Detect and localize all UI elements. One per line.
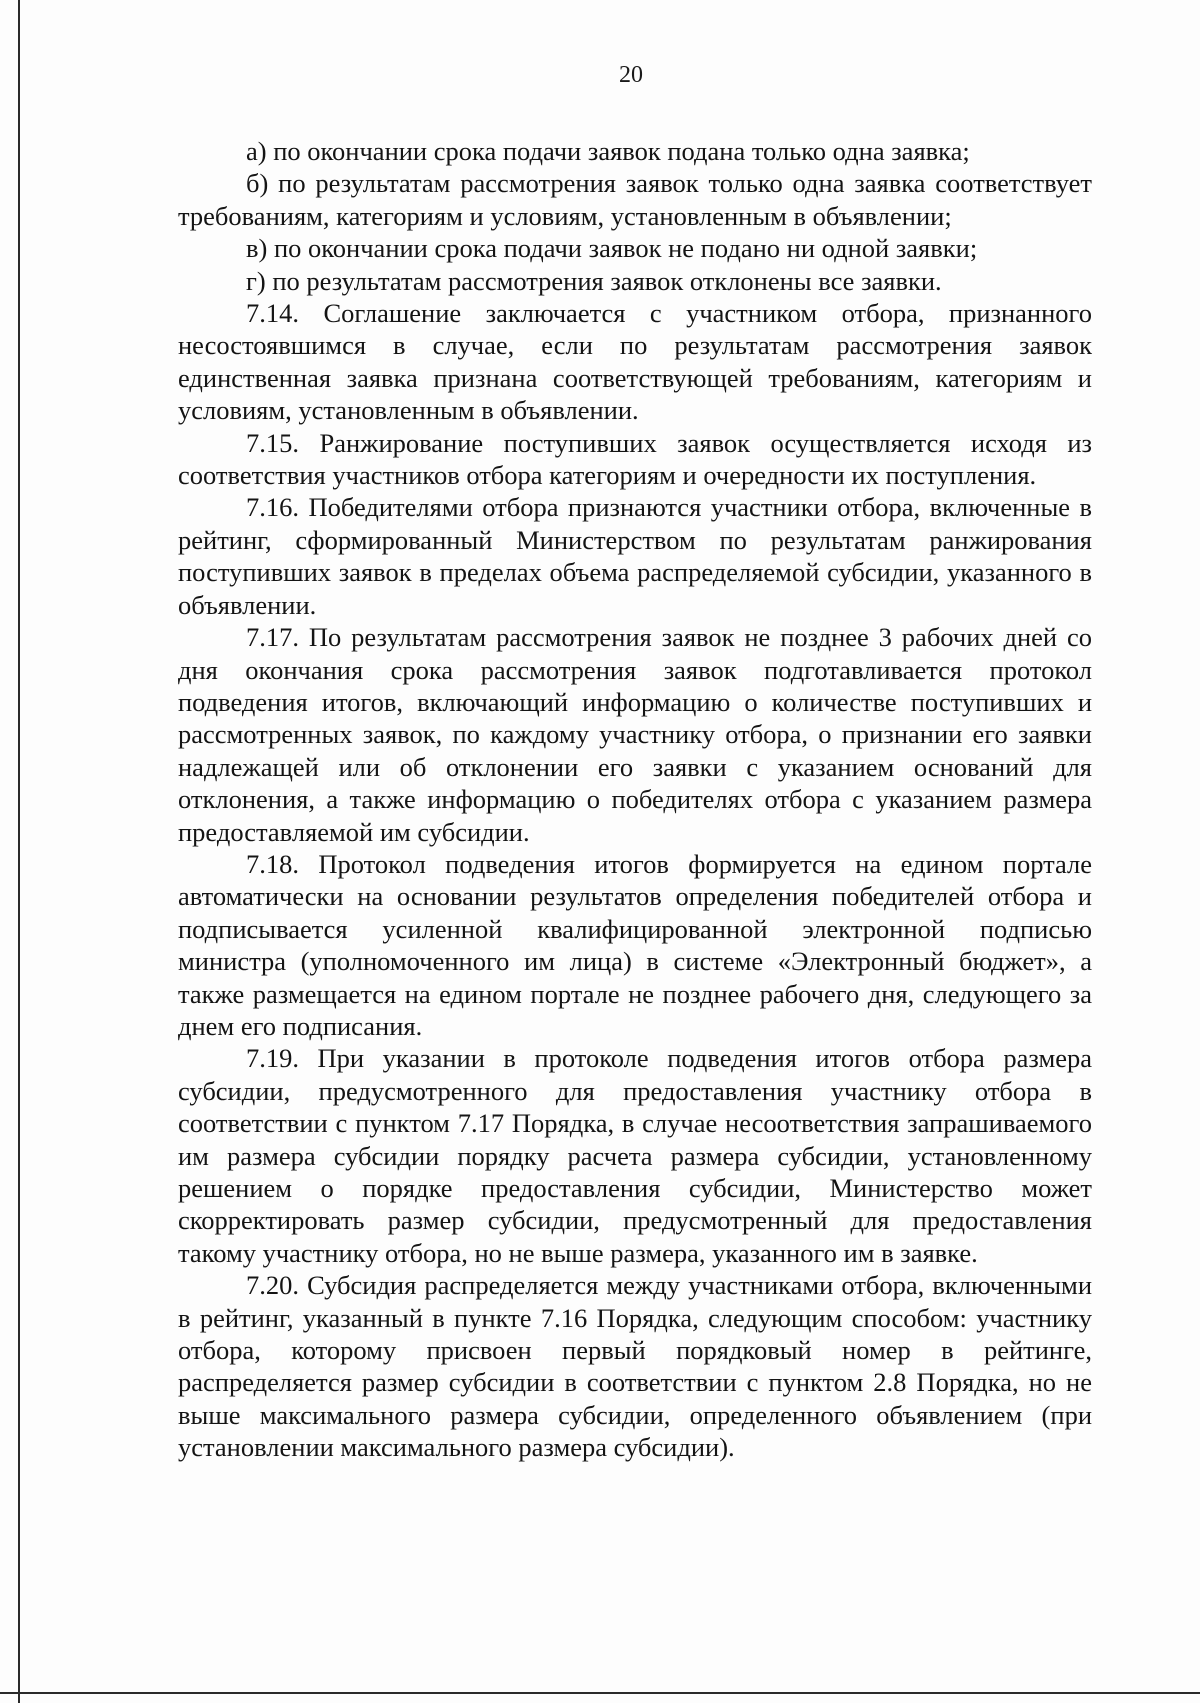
clause-7-20: 7.20. Субсидия распределяется между участниками отбора, включенными в рейтинг, указанный в пункте 7.16 Порядка, следующим способом: участнику отбора, которому присвоен первый порядковый номер в рейтинге, распределяется размер субсидии в соответствии с пунктом 2.8 Порядка, но не выше максимального размера субсидии, определенного объявлением (при установлении максимального размера субсидии). bbox=[178, 1270, 1092, 1463]
page-number: 20 bbox=[619, 62, 643, 88]
list-item-v: в) по окончании срока подачи заявок не подано ни одной заявки; bbox=[246, 233, 978, 264]
clause-7-16: 7.16. Победителями отбора признаются участники отбора, включенные в рейтинг, сформированный Министерством по результатам ранжирования поступивших заявок в пределах объема распределяемой субсидии, указанного в объявлении. bbox=[178, 492, 1092, 620]
scan-edge-bottom bbox=[0, 1692, 1200, 1694]
list-item-a: а) по окончании срока подачи заявок подана только одна заявка; bbox=[246, 136, 970, 166]
list-item-g: г) по результатам рассмотрения заявок отклонены все заявки. bbox=[246, 265, 942, 296]
clause-7-15: 7.15. Ранжирование поступивших заявок осуществляется исходя из соответствия участников отбора категориям и очередности их поступления. bbox=[178, 427, 1092, 491]
clause-7-14: 7.14. Соглашение заключается с участником отбора, признанного несостоявшимся в случае, если по результатам рассмотрения заявок единственная заявка признана соответствующей требованиям, категориям и условиям, установленным в объявлении. bbox=[178, 298, 1092, 426]
document-body bbox=[178, 135, 1092, 1464]
list-item-b: б) по результатам рассмотрения заявок только одна заявка соответствует требованиям, категориям и условиям, установленным в объявлении; bbox=[178, 168, 1092, 231]
clause-7-19: 7.19. При указании в протоколе подведения итогов отбора размера субсидии, предусмотренного для предоставления участнику отбора в соответствии с пунктом 7.17 Порядка, в случае несоответствия запрашиваемого им размера субсидии порядку расчета размера субсидии, установленному решением о порядке предоставления субсидии, Министерство может скорректировать размер субсидии, предусмотренный для предоставления такому участнику отбора, но не выше размера, указанного им в заявке. bbox=[178, 1043, 1092, 1268]
scan-edge-left bbox=[18, 0, 20, 1703]
clause-7-18: 7.18. Протокол подведения итогов формируется на едином портале автоматически на основании результатов определения победителей отбора и подписывается усиленной квалифицированной электронной подписью министра (уполномоченного им лица) в системе «Электронный бюджет», а также размещается на едином портале не позднее рабочего дня, следующего за днем его подписания. bbox=[178, 848, 1092, 1041]
clause-7-17: 7.17. По результатам рассмотрения заявок не позднее 3 рабочих дней со дня окончания срока рассмотрения заявок подготавливается протокол подведения итогов, включающий информацию о количестве поступивших и рассмотренных заявок, по каждому участнику отбора, о признании его заявки надлежащей или об отклонении его заявки с указанием оснований для отклонения, а также информацию о победителях отбора с указанием размера предоставляемой им субсидии. bbox=[178, 622, 1092, 847]
